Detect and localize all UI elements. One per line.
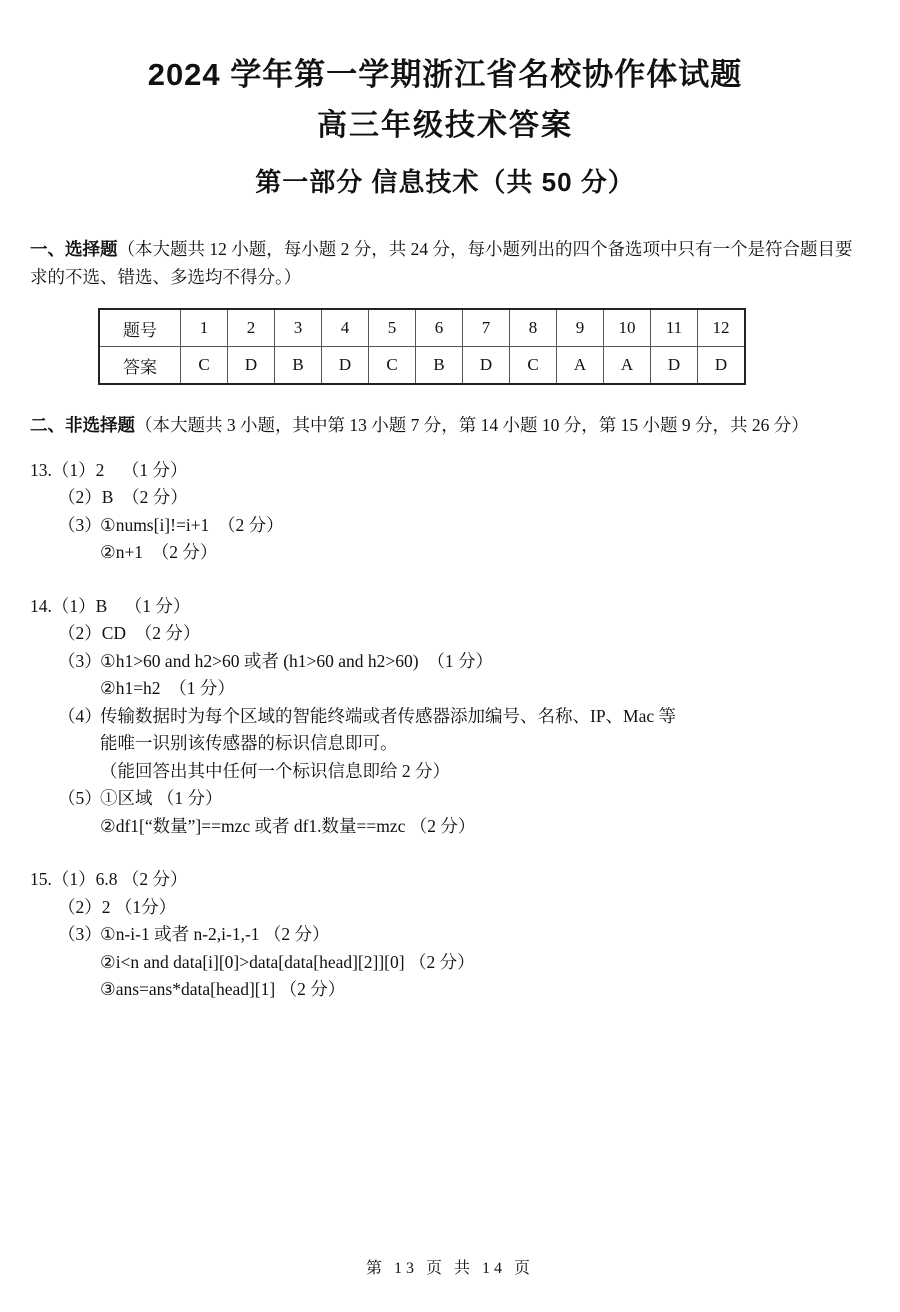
- answer-text: ①n-i-1 或者 n-2,i-1,-1 （2 分）: [100, 924, 330, 945]
- answer-line: ②df1[“数量”]==mzc 或者 df1.数量==mzc （2 分）: [100, 815, 476, 836]
- answer-cell: A: [604, 347, 651, 385]
- choice-section-heading: [30, 235, 860, 291]
- answer-table: [98, 308, 746, 385]
- answer-cell: D: [463, 347, 510, 385]
- sub-question-marker: （5）: [58, 788, 102, 809]
- answer-cell: C: [510, 347, 557, 385]
- section-heading: 第一部分 信息技术（共 50 分）: [255, 167, 635, 198]
- answer-text: 传输数据时为每个区域的智能终端或者传感器添加编号、名称、IP、Mac 等: [100, 705, 677, 726]
- answer-cell: C: [181, 347, 228, 385]
- non-choice-section-instructions: （本大题共 3 小题，其中第 13 小题 7 分，第 14 小题 10 分，第 15 小题 9 分，共 26 分）: [135, 415, 809, 436]
- question-number-cell: 5: [369, 309, 416, 347]
- answer-line: ②h1=h2 （1 分）: [100, 678, 235, 699]
- answer-cell: D: [698, 347, 746, 385]
- question-14-answers: [30, 593, 860, 841]
- answer-line: （能回答出其中任何一个标识信息即给 2 分）: [100, 760, 450, 781]
- answer-cell: D: [322, 347, 369, 385]
- sub-question-marker: （3）: [58, 924, 102, 945]
- answer-cell: D: [651, 347, 698, 385]
- question-number-cell: 3: [275, 309, 322, 347]
- non-choice-section-label: 二、非选择题: [30, 415, 135, 436]
- answer-cell: B: [416, 347, 463, 385]
- answer-line: 能唯一识别该传感器的标识信息即可。: [100, 733, 398, 754]
- question-number-cell: 2: [228, 309, 275, 347]
- answer-line: [58, 703, 860, 731]
- answer-cell: C: [369, 347, 416, 385]
- sub-question-marker: （3）: [58, 514, 102, 535]
- answer-row-label: 答案: [99, 347, 181, 385]
- exam-subtitle: 高三年级技术答案: [317, 108, 573, 142]
- question-number-cell: 11: [651, 309, 698, 347]
- question-number-cell: 12: [698, 309, 746, 347]
- choice-section-label: 一、选择题: [30, 238, 118, 259]
- answer-text: ①h1>60 and h2>60 或者 (h1>60 and h2>60) （1 分）: [100, 650, 493, 671]
- question-15-answers: [30, 866, 860, 1004]
- answer-line: 13.（1）2 （1 分）: [30, 459, 188, 480]
- answer-line: ②i<n and data[i][0]>data[data[head][2]][0] （2 分）: [100, 951, 475, 972]
- non-choice-section-heading: [30, 411, 860, 439]
- question-number-cell: 4: [322, 309, 369, 347]
- choice-section-instructions: （本大题共 12 小题，每小题 2 分，共 24 分，每小题列出的四个备选项中只有一个是符合题目要求的不选、错选、多选均不得分。）: [30, 238, 853, 287]
- answer-line: （2）B （2 分）: [58, 487, 188, 508]
- answer-cell: B: [275, 347, 322, 385]
- answer-line: （2）CD （2 分）: [58, 623, 201, 644]
- exam-title: 2024 学年第一学期浙江省名校协作体试题: [147, 57, 743, 92]
- answer-line: [58, 785, 860, 813]
- answer-line: [58, 648, 860, 676]
- question-number-cell: 10: [604, 309, 651, 347]
- answer-line: [58, 921, 860, 949]
- answer-cell: A: [557, 347, 604, 385]
- question-number-cell: 7: [463, 309, 510, 347]
- sub-question-marker: （3）: [58, 650, 102, 671]
- question-number-cell: 1: [181, 309, 228, 347]
- question-row-label: 题号: [99, 309, 181, 347]
- table-row-answers: [99, 347, 745, 385]
- answer-text: ①nums[i]!=i+1 （2 分）: [100, 514, 284, 535]
- question-number-cell: 8: [510, 309, 557, 347]
- question-number-cell: 6: [416, 309, 463, 347]
- question-13-answers: [30, 457, 860, 567]
- table-row-question-numbers: [99, 309, 745, 347]
- sub-question-marker: （4）: [58, 705, 102, 726]
- answer-text: ①区域 （1 分）: [100, 788, 223, 809]
- answer-line: ②n+1 （2 分）: [100, 542, 218, 563]
- answer-cell: D: [228, 347, 275, 385]
- question-number-cell: 9: [557, 309, 604, 347]
- answer-line: （2）2 （1分）: [58, 896, 177, 917]
- answer-line: 15.（1）6.8 （2 分）: [30, 869, 188, 890]
- answer-line: ③ans=ans*data[head][1] （2 分）: [100, 979, 346, 1000]
- answer-line: [58, 512, 860, 540]
- answer-line: 14.（1）B （1 分）: [30, 595, 191, 616]
- page-number-footer: 第 13 页 共 14 页: [365, 1260, 534, 1277]
